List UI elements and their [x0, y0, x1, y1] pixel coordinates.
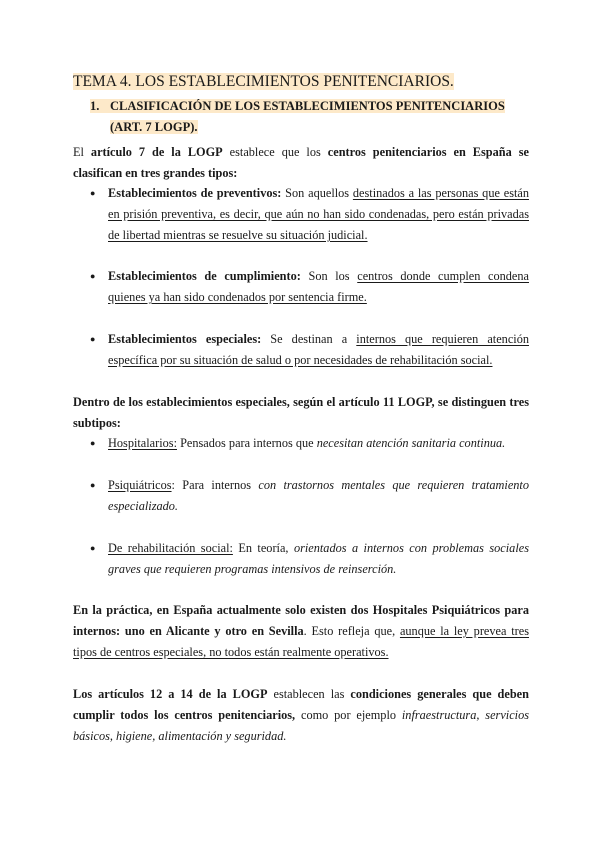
special-intro-text: Dentro de los establecimientos especiales, según el artículo 11 LOGP, se distinguen tres subtipos:: [73, 395, 529, 430]
list-item-underlined: internos que requieren atención específica por su situación de salud o por necesidades de rehabilitación social.: [108, 332, 529, 367]
list-item-label: De rehabilitación social:: [108, 541, 233, 555]
section-title-line1: CLASIFICACIÓN DE LOS ESTABLECIMIENTOS PENITENCIARIOS: [110, 99, 505, 113]
section-heading-line1: [90, 99, 505, 113]
section-number: 1.: [90, 99, 100, 113]
conditions-italic: infraestructura, servicios básicos, higiene, alimentación y seguridad.: [73, 708, 530, 743]
list-item: [90, 475, 529, 517]
section-title-line2: (ART. 7 LOGP).: [110, 120, 198, 134]
list-item-text: : Para internos: [171, 478, 259, 492]
list-item: [90, 329, 529, 371]
list-item-label: Hospitalarios:: [108, 436, 177, 450]
intro-bold-1: artículo 7 de la LOGP: [90, 145, 223, 159]
bullet-icon: ●: [90, 480, 96, 490]
list-item: [90, 183, 529, 246]
list-item-underlined: destinados a las personas que están en prisión preventiva, es decir, que aún no han sido condenadas, pero están privadas de libertad mientras se resuelve su situación judicial.: [108, 186, 529, 242]
list-item-underlined: centros donde cumplen condena quienes ya han sido condenados por sentencia firme.: [108, 269, 529, 304]
list-item-label: Establecimientos de preventivos:: [108, 186, 282, 200]
list-item-text: Son los: [300, 269, 358, 283]
list-item: [90, 433, 529, 454]
list-item-label: Establecimientos de cumplimiento:: [108, 269, 301, 283]
list-item-italic: necesitan atención sanitaria continua.: [316, 436, 506, 450]
list-item-label: Establecimientos especiales:: [108, 332, 262, 346]
conditions-bold-2: condiciones generales que deben cumplir todos los centros penitenciarios,: [73, 687, 529, 722]
bullet-icon: ●: [90, 334, 96, 344]
list-item-text: Se destinan a: [261, 332, 357, 346]
intro-text-1: El: [73, 145, 91, 159]
list-item: [90, 266, 529, 308]
page-title: [73, 72, 454, 91]
conditions-text-1: establecen las: [267, 687, 351, 701]
conditions-text-2: como por ejemplo: [295, 708, 402, 722]
list-item-italic: con trastornos mentales que requieren tratamiento especializado.: [108, 478, 529, 513]
list-item: [90, 538, 529, 580]
bullet-icon: ●: [90, 271, 96, 281]
intro-text-2: establece que los: [222, 145, 328, 159]
bullet-icon: ●: [90, 188, 96, 198]
list-item-italic: orientados a internos con problemas sociales graves que requieren programas intensivos de reinserción.: [108, 541, 529, 576]
practice-bold: En la práctica, en España actualmente solo existen dos Hospitales Psiquiátricos para internos: uno en Alicante y otro en Sevilla: [73, 603, 529, 638]
intro-bold-2: centros penitenciarios en España se clasifican en tres grandes tipos:: [73, 145, 529, 180]
practice-underlined: aunque la ley prevea tres tipos de centros especiales, no todos están realmente operativos.: [73, 624, 529, 659]
section-heading: [90, 96, 530, 138]
list-item-text: Pensados para internos que: [177, 436, 317, 450]
bullet-icon: ●: [90, 438, 96, 448]
conditions-paragraph: [73, 684, 529, 747]
bullet-icon: ●: [90, 543, 96, 553]
list-item-text: En teoría,: [232, 541, 294, 555]
special-intro-paragraph: [73, 392, 529, 434]
list-item-label: Psiquiátricos: [108, 478, 172, 492]
practice-paragraph: [73, 600, 529, 663]
practice-text: . Esto refleja que,: [303, 624, 400, 638]
page-title-text: TEMA 4. LOS ESTABLECIMIENTOS PENITENCIARIOS.: [73, 73, 454, 90]
conditions-bold-1: Los artículos 12 a 14 de la LOGP: [73, 687, 268, 701]
list-item-text: Son aquellos: [281, 186, 353, 200]
intro-paragraph: [73, 142, 529, 184]
